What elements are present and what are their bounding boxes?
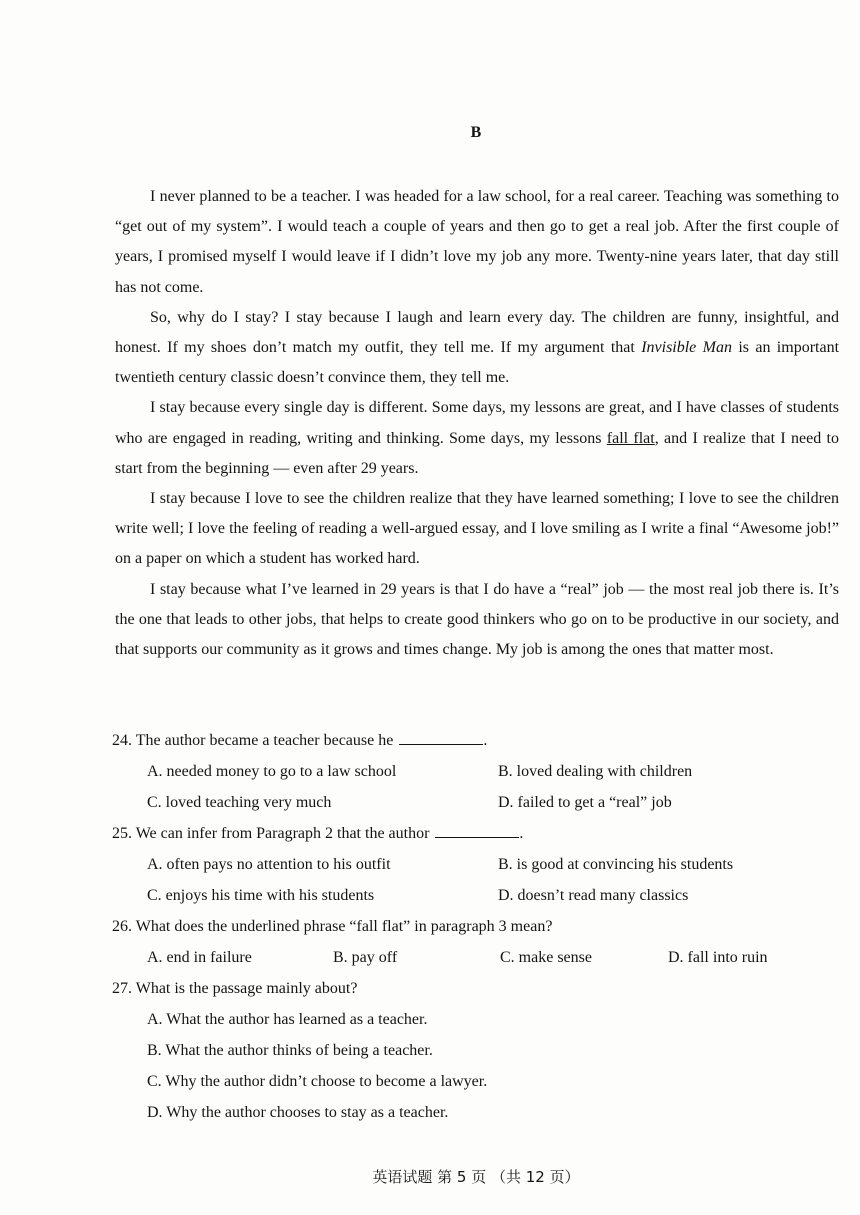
option-a: A. What the author has learned as a teacher. xyxy=(147,1011,428,1028)
question-25-period: . xyxy=(519,825,524,842)
question-24-period: . xyxy=(483,732,488,749)
paragraph-5: I stay because what I’ve learned in 29 years is that I do have a “real” job — the most real job there is. It’s the one that leads to other jobs, that helps to create good thinkers who go on to be productive in our society, and that supports our community as it grows and times change. My job is among the ones that matter most. xyxy=(115,580,839,659)
underlined-phrase: fall flat xyxy=(606,429,655,447)
answer-blank xyxy=(435,823,519,838)
option-a: A. needed money to go to a law school xyxy=(147,763,397,780)
question-25-stem: 25. We can infer from Paragraph 2 that the author xyxy=(112,825,430,842)
question-26-options xyxy=(112,942,842,973)
section-title: B xyxy=(470,124,482,141)
paragraph-2-text-b: is an important twentieth century classic doesn’t convince them, they tell me. xyxy=(115,339,840,387)
paragraph-2-text-a: So, why do I stay? I stay because I laugh and learn every day. The children are funny, insightful, and honest. If my shoes don’t match my outfit, they tell me. If my argument that xyxy=(115,308,839,357)
paragraph-3 xyxy=(115,393,839,484)
question-list xyxy=(112,725,842,1128)
paragraph-1: I never planned to be a teacher. I was headed for a law school, for a real career. Teaching was something to “get out of my system”. I would teach a couple of years and then go to get a real job. After the first couple of years, I promised myself I would leave if I didn’t love my job any more. Twenty-nine years later, that day still has not come. xyxy=(115,188,839,296)
option-d: D. doesn’t read many classics xyxy=(498,887,689,904)
paragraph-3-text-b: , and I realize that I need to start from the beginning — even after 29 years. xyxy=(115,429,839,477)
question-25 xyxy=(112,818,842,849)
option-a: A. often pays no attention to his outfit xyxy=(147,856,391,873)
option-b: B. loved dealing with children xyxy=(498,763,693,780)
question-25-options xyxy=(112,849,842,911)
option-d: D. Why the author chooses to stay as a teacher. xyxy=(147,1104,449,1121)
option-d: D. fall into ruin xyxy=(668,949,768,966)
option-b: B. What the author thinks of being a teacher. xyxy=(147,1042,433,1059)
option-d: D. failed to get a “real” job xyxy=(498,794,672,811)
option-c: C. make sense xyxy=(500,949,592,966)
page-footer: 英语试题 第 5 页 （共 12 页） xyxy=(372,1168,580,1186)
option-b: B. is good at convincing his students xyxy=(498,856,734,873)
question-24-stem: 24. The author became a teacher because he xyxy=(112,732,394,749)
question-27: 27. What is the passage mainly about? xyxy=(112,980,358,997)
book-title: Invisible Man xyxy=(641,339,732,357)
question-27-options xyxy=(112,1004,842,1128)
question-26: 26. What does the underlined phrase “fall flat” in paragraph 3 mean? xyxy=(112,918,553,935)
question-24 xyxy=(112,725,842,756)
option-a: A. end in failure xyxy=(147,949,252,966)
option-c: C. loved teaching very much xyxy=(147,794,332,811)
paragraph-3-text-a: I stay because every single day is different. Some days, my lessons are great, and I have classes of students who are engaged in reading, writing and thinking. Some days, my lessons xyxy=(115,399,839,447)
answer-blank xyxy=(399,730,483,745)
paragraph-2 xyxy=(115,303,839,394)
option-c: C. enjoys his time with his students xyxy=(147,887,375,904)
reading-passage xyxy=(115,182,839,665)
paragraph-4: I stay because I love to see the children realize that they have learned something; I love to see the children write well; I love the feeling of reading a well-argued essay, and I love smiling as I write a final “Awesome job!” on a paper on which a student has worked hard. xyxy=(115,490,839,568)
question-24-options xyxy=(112,756,842,818)
option-c: C. Why the author didn’t choose to become a lawyer. xyxy=(147,1073,488,1090)
option-b: B. pay off xyxy=(333,949,398,966)
